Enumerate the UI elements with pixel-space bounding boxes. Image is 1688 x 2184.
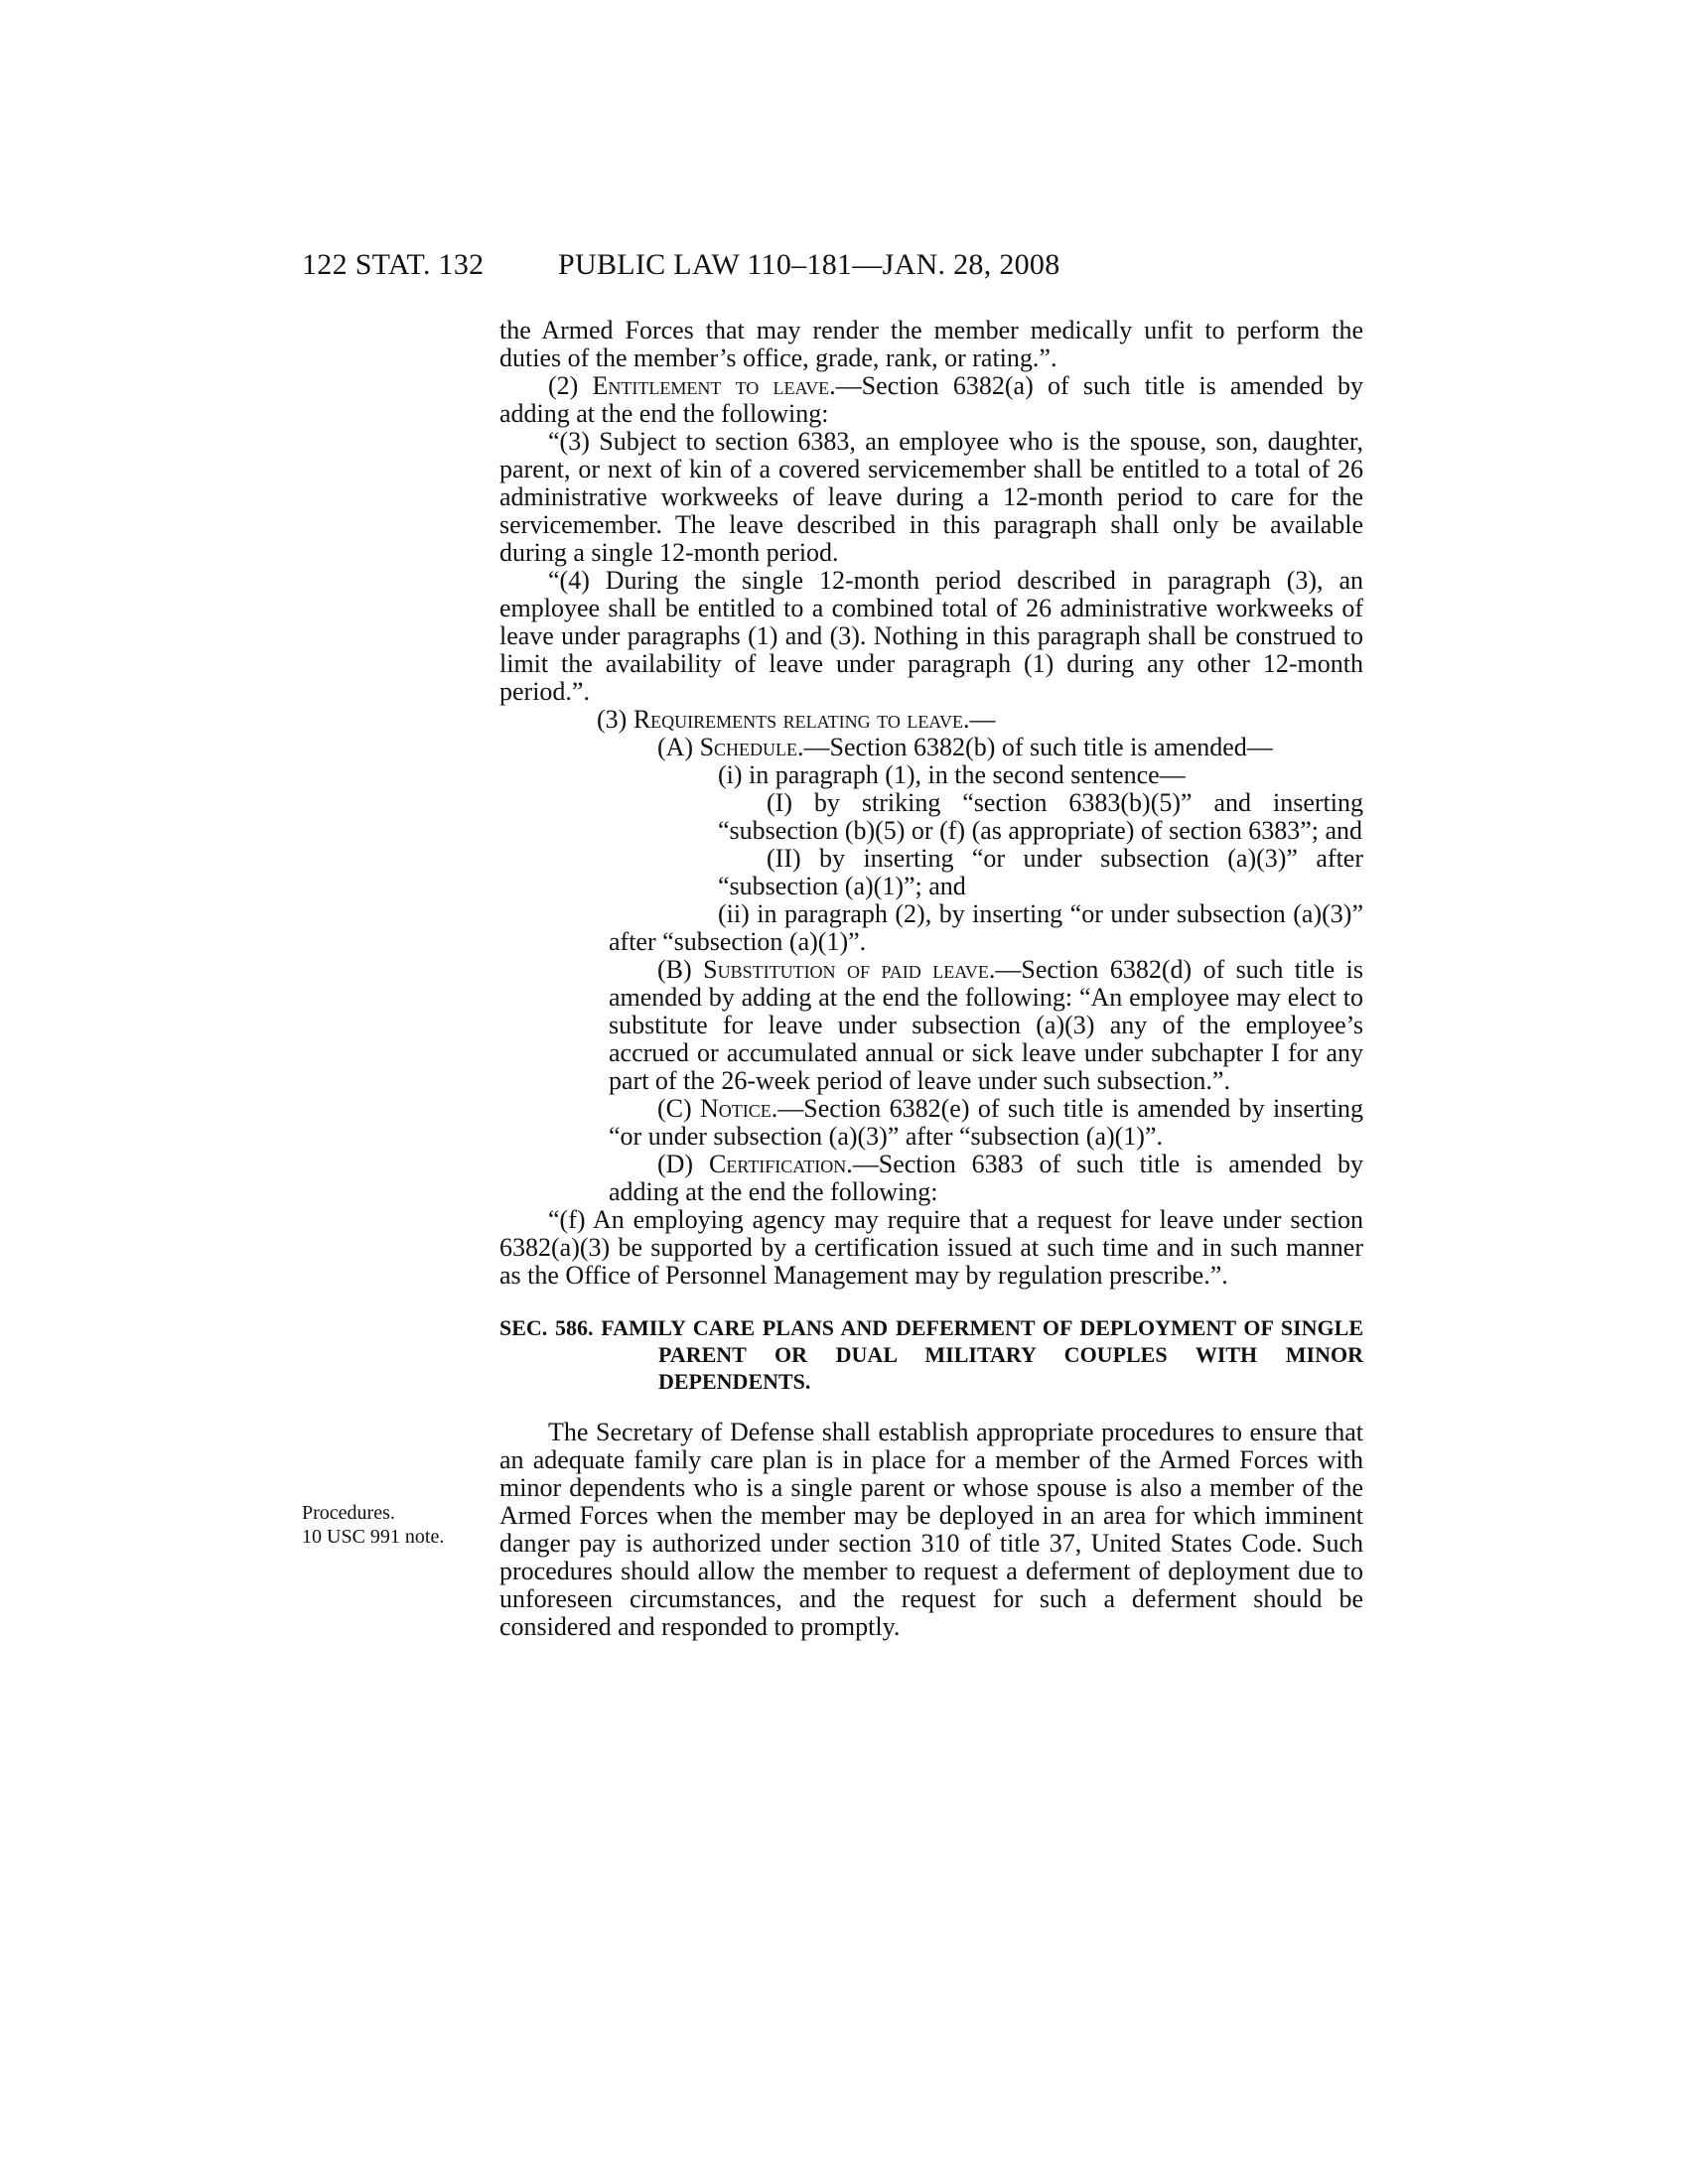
subparagraph-d [499, 1151, 1363, 1206]
margin-note [302, 1501, 444, 1549]
para-heading: Schedule [699, 733, 798, 761]
margin-note-procedures: Procedures. [302, 1502, 395, 1524]
subparagraph-a [499, 734, 1363, 761]
para-heading: Notice [700, 1094, 772, 1123]
para-number: (2) [548, 371, 593, 400]
page-stat-number: 122 STAT. 132 [302, 248, 485, 281]
paragraph-quoted-f: “(f) An employing agency may require that a request for leave under section 6382(a)(3) be supported by a certification issued at such time and in such manner as the Office of Personnel Management may by regulation prescribe.”. [499, 1205, 1363, 1290]
para-text: .— [962, 705, 996, 734]
paragraph-quoted-3: “(3) Subject to section 6383, an employee who is the spouse, son, daughter, parent, or next of kin of a covered servicemember shall be entitled to a total of 26 administrative workweeks of leave during a 12-month period to care for the servicemember. The leave described in this paragraph shall only be available during a single 12-month period. [499, 427, 1363, 567]
clause-i: (i) in paragraph (1), in the second sentence— [718, 760, 1186, 789]
subclause-I: (I) by striking “section 6383(b)(5)” and inserting “subsection (b)(5) or (f) (as appropriate) of section 6383”; and [718, 788, 1363, 845]
para-heading: Substitution of paid leave [703, 955, 989, 984]
paragraph-quoted-4: “(4) During the single 12-month period described in paragraph (3), an employee shall be entitled to a combined total of 26 administrative workweeks of leave under paragraphs (1) and (3). Nothing in this paragraph shall be construed to limit the availability of leave under paragraph (1) during any other 12-month period.”. [499, 566, 1363, 706]
para-number: (C) [657, 1094, 701, 1123]
para-number: (B) [657, 955, 704, 984]
para-text: .—Section 6382(a) of such title is amended by adding at the end the following: [499, 371, 1363, 428]
main-text-column [499, 317, 1363, 1641]
para-heading: Entitlement to leave [592, 371, 830, 400]
para-text: .—Section 6382(e) of such title is amended by inserting “or under subsection (a)(3)” after “subsection (a)(1)”. [609, 1094, 1363, 1151]
para-number: (D) [657, 1150, 709, 1178]
para-number: (A) [657, 733, 700, 761]
paragraph-entitlement [499, 372, 1363, 428]
clause-ii: (ii) in paragraph (2), by inserting “or under subsection (a)(3)” after “subsection (a)(1)”. [609, 899, 1363, 956]
running-head: PUBLIC LAW 110–181—JAN. 28, 2008 [558, 248, 1060, 281]
subparagraph-b [499, 956, 1363, 1095]
subclause-II: (II) by inserting “or under subsection (a)(3)” after “subsection (a)(1)”; and [718, 844, 1363, 900]
para-heading: Requirements relating to leave [633, 705, 963, 734]
paragraph-requirements [499, 706, 1363, 734]
section-body: The Secretary of Defense shall establish appropriate procedures to ensure that an adequate family care plan is in place for a member of the Armed Forces with minor dependents who is a single parent or whose spouse is also a member of the Armed Forces when the member may be deployed in an area for which imminent danger pay is authorized under section 310 of title 37, United States Code. Such procedures should allow the member to request a deferment of deployment due to unforeseen circumstances, and the request for such a deferment should be considered and responded to promptly. [499, 1418, 1363, 1641]
subparagraph-c [499, 1095, 1363, 1151]
para-heading: Certification [709, 1150, 847, 1178]
para-text: .—Section 6382(d) of such title is amended by adding at the end the following: “An employee may elect to substitute for leave under subsection (a)(3) any of the employee’s accrued or accumulated annual or sick leave under subchapter I for any part of the 26-week period of leave under such subsection.”. [609, 955, 1363, 1095]
para-text: .—Section 6382(b) of such title is amended— [797, 733, 1273, 761]
margin-note-usc: 10 USC 991 note. [302, 1526, 445, 1548]
section-heading: SEC. 586. FAMILY CARE PLANS AND DEFERMENT OF DEPLOYMENT OF SINGLE PARENT OR DUAL MILITARY COUPLES WITH MINOR DEPENDENTS. [499, 1315, 1363, 1394]
para-text: .—Section 6383 of such title is amended by adding at the end the following: [609, 1150, 1363, 1206]
para-number: (3) [597, 705, 633, 734]
paragraph-continuation: the Armed Forces that may render the member medically unfit to perform the duties of the member’s office, grade, rank, or rating.”. [499, 316, 1363, 372]
